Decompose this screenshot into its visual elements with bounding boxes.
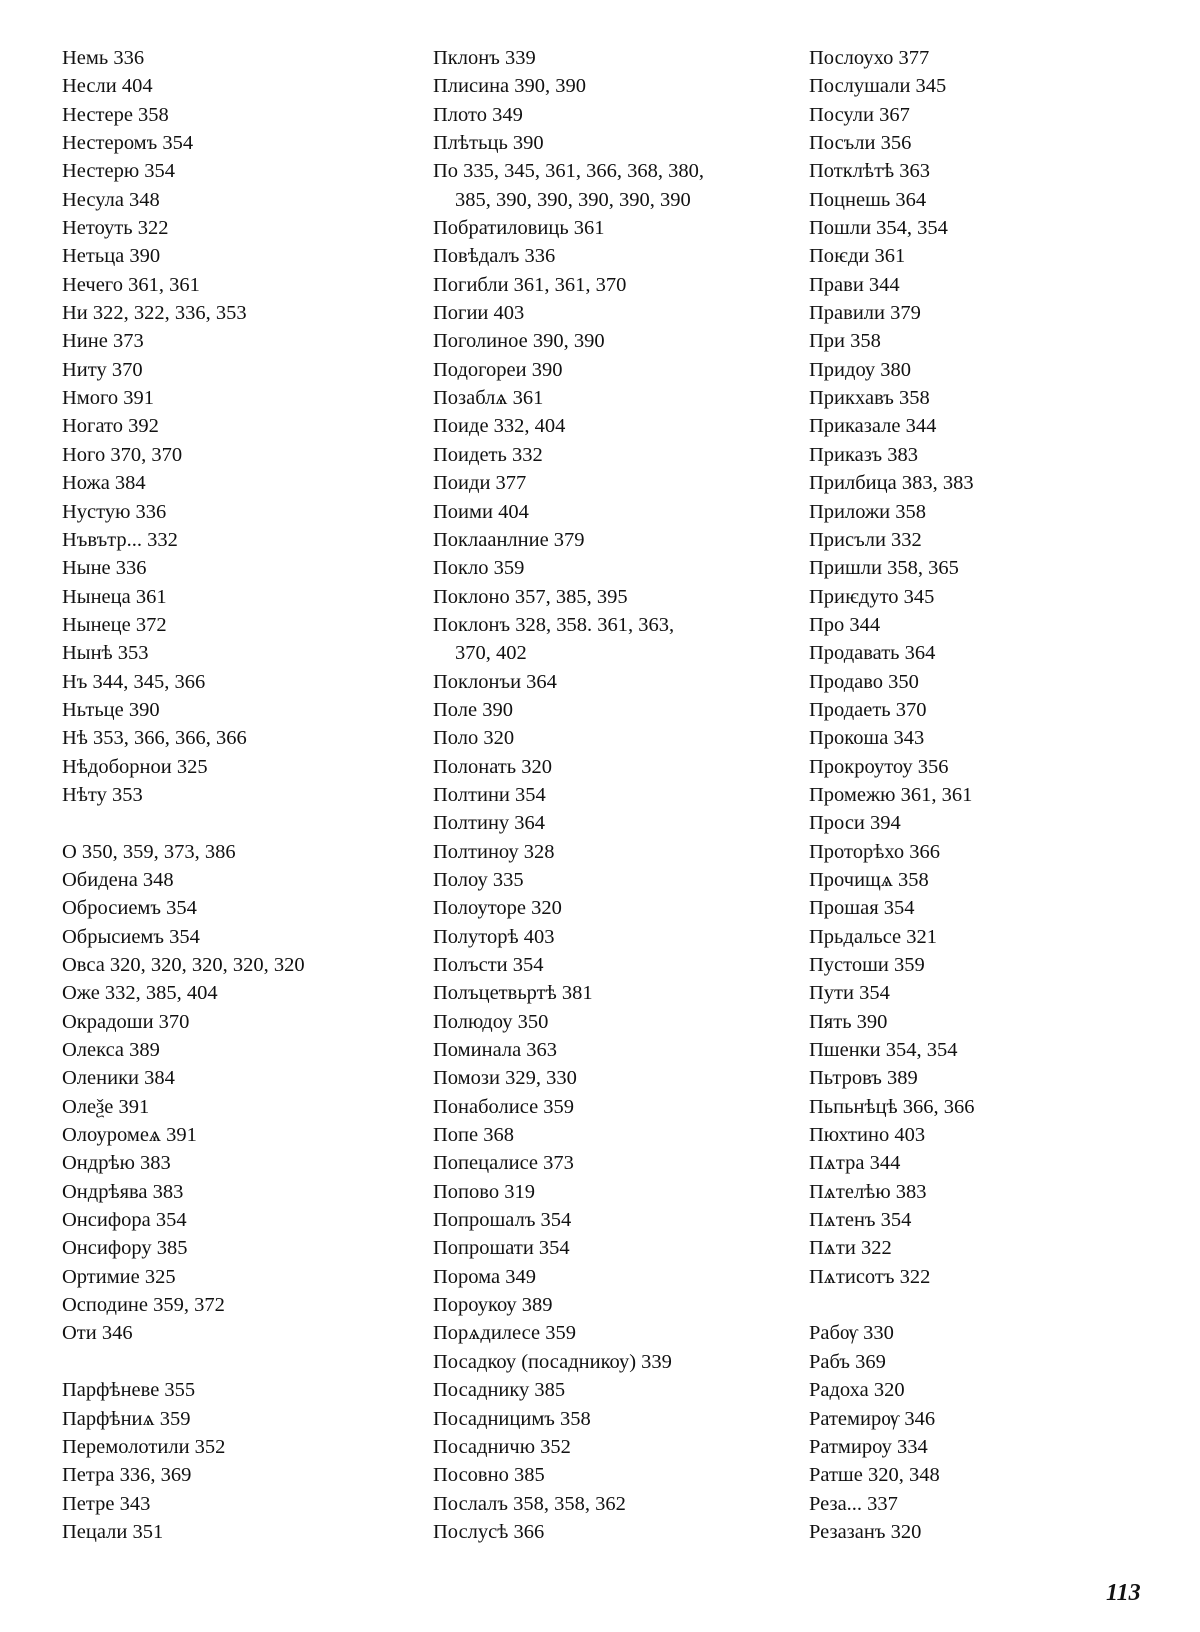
index-entry: Посули 367 bbox=[809, 103, 910, 126]
index-entry: Поло 320 bbox=[433, 727, 515, 750]
index-entry: Покло 359 bbox=[433, 557, 525, 580]
index-entry: Нынеца 361 bbox=[62, 585, 167, 608]
index-entry: Про 344 bbox=[809, 613, 881, 636]
index-entry: Прикхавъ 358 bbox=[809, 387, 930, 410]
index-entry: Пороукоу 389 bbox=[433, 1294, 553, 1317]
index-entry: Поклоно 357, 385, 395 bbox=[433, 585, 628, 608]
index-entry: Нѣ 353, 366, 366, 366 bbox=[62, 727, 247, 750]
index-entry: Посъли 356 bbox=[809, 132, 912, 155]
index-entry: Плѣтьць 390 bbox=[433, 132, 544, 155]
index-entry: Прави 344 bbox=[809, 273, 900, 296]
index-entry: Немь 336 bbox=[62, 47, 145, 69]
index-entry: Ни 322, 322, 336, 353 bbox=[62, 302, 247, 325]
index-entry: Пустоши 359 bbox=[809, 954, 925, 976]
index-entry: Ратше 320, 348 bbox=[809, 1464, 940, 1487]
index-column-2 bbox=[433, 44, 704, 1546]
index-column-1 bbox=[62, 44, 305, 1546]
index-entry: Нъ 344, 345, 366 bbox=[62, 670, 206, 693]
index-entry: По 335, 345, 361, 366, 368, 380, bbox=[433, 160, 705, 183]
index-entry: Резазанъ 320 bbox=[809, 1520, 922, 1543]
index-entry: Поиди 377 bbox=[433, 472, 527, 495]
index-entry: Несли 404 bbox=[62, 75, 153, 98]
index-entry: Поцнешь 364 bbox=[809, 188, 927, 211]
index-entry: Понаболисе 359 bbox=[433, 1095, 575, 1118]
index-entry: Погии 403 bbox=[433, 302, 525, 325]
index-entry: Прочищѧ 358 bbox=[809, 868, 929, 891]
index-entry: Пецали 351 bbox=[62, 1520, 164, 1543]
index-entry: Повѣдалъ 336 bbox=[433, 245, 556, 268]
index-entry: Поклаанлние 379 bbox=[433, 528, 585, 551]
index-entry: Петре 343 bbox=[62, 1492, 151, 1515]
index-section-gap bbox=[62, 1348, 305, 1376]
index-section-gap bbox=[809, 1291, 975, 1319]
index-entry: Нестеромъ 354 bbox=[62, 132, 194, 155]
index-entry: Подогореи 390 bbox=[433, 358, 563, 381]
index-entry: Посадницимъ 358 bbox=[433, 1407, 591, 1430]
index-entry: Поими 404 bbox=[433, 500, 529, 523]
index-section-gap bbox=[62, 809, 305, 837]
index-entry: Послоухо 377 bbox=[809, 47, 930, 69]
index-entry: Ногато 392 bbox=[62, 415, 159, 438]
index-entry: Полъсти 354 bbox=[433, 954, 544, 976]
index-entry: Пѧтисотъ 322 bbox=[809, 1265, 931, 1288]
index-entry: Ньтьце 390 bbox=[62, 698, 160, 721]
index-entry: Проси 394 bbox=[809, 812, 901, 835]
index-entry: Парфѣневе 355 bbox=[62, 1379, 196, 1402]
index-entry: Погибли 361, 361, 370 bbox=[433, 273, 627, 296]
index-entry: Нетоуть 322 bbox=[62, 217, 169, 240]
index-entry: Проторѣхо 366 bbox=[809, 840, 940, 863]
index-entry: Полъцетвьртѣ 381 bbox=[433, 982, 593, 1005]
index-entry: Осподине 359, 372 bbox=[62, 1294, 225, 1317]
index-entry: Пѧтра 344 bbox=[809, 1152, 901, 1175]
index-entry: Поиде 332, 404 bbox=[433, 415, 566, 438]
index-entry: Прошая 354 bbox=[809, 897, 915, 920]
index-entry: Пѧтелѣю 383 bbox=[809, 1180, 927, 1203]
index-entry: Поминала 363 bbox=[433, 1039, 558, 1062]
index-entry: Поидеть 332 bbox=[433, 443, 543, 466]
index-entry: Пять 390 bbox=[809, 1010, 888, 1033]
index-entry: Ного 370, 370 bbox=[62, 443, 183, 466]
index-entry: Посадничю 352 bbox=[433, 1435, 571, 1458]
index-entry: Полтину 364 bbox=[433, 812, 546, 835]
index-entry: Порома 349 bbox=[433, 1265, 536, 1288]
index-entry: Попрошати 354 bbox=[433, 1237, 570, 1260]
index-entry: Ондрѣява 383 bbox=[62, 1180, 184, 1203]
page-number: 113 bbox=[1106, 1580, 1141, 1606]
index-column-3 bbox=[809, 44, 975, 1546]
index-entry: Реза... 337 bbox=[809, 1492, 898, 1515]
index-entry: Овса 320, 320, 320, 320, 320 bbox=[62, 954, 305, 976]
index-entry: Оже 332, 385, 404 bbox=[62, 982, 218, 1005]
index-entry: Порѧдилесе 359 bbox=[433, 1322, 576, 1345]
index-entry: Ножа 384 bbox=[62, 472, 146, 495]
index-entry: Ниту 370 bbox=[62, 358, 143, 381]
index-entry: Посаднику 385 bbox=[433, 1379, 566, 1402]
index-entry: Полоуторе 320 bbox=[433, 897, 562, 920]
index-entry: Парфѣниѧ 359 bbox=[62, 1407, 191, 1430]
index-entry: Послушали 345 bbox=[809, 75, 947, 98]
index-entry: Нустую 336 bbox=[62, 500, 167, 523]
index-entry: Обросиемъ 354 bbox=[62, 897, 197, 920]
index-entry: Полтини 354 bbox=[433, 783, 546, 806]
index-entry: Онсифора 354 bbox=[62, 1209, 187, 1232]
index-entry: Пришли 358, 365 bbox=[809, 557, 959, 580]
index-entry: Посовно 385 bbox=[433, 1464, 545, 1487]
index-entry: Присъли 332 bbox=[809, 528, 922, 551]
index-entry: Правили 379 bbox=[809, 302, 921, 325]
index-entry: Ныне 336 bbox=[62, 557, 147, 580]
index-entry: Плото 349 bbox=[433, 103, 523, 126]
index-entry: Прокроутоу 356 bbox=[809, 755, 949, 778]
index-entry: Придоу 380 bbox=[809, 358, 912, 381]
index-entry: Попе 368 bbox=[433, 1124, 514, 1147]
index-entry: Ортимие 325 bbox=[62, 1265, 176, 1288]
index-entry: Несула 348 bbox=[62, 188, 160, 211]
index-entry: Нынѣ 353 bbox=[62, 642, 149, 665]
index-entry: Нетьца 390 bbox=[62, 245, 161, 268]
index-entry: Поѥди 361 bbox=[809, 245, 906, 268]
index-entry: 385, 390, 390, 390, 390, 390 bbox=[455, 188, 691, 211]
index-entry: Обидена 348 bbox=[62, 868, 174, 891]
index-entry: Прьдальсе 321 bbox=[809, 925, 938, 948]
index-entry: Ратемирѹ 346 bbox=[809, 1407, 936, 1430]
index-entry: Оленики 384 bbox=[62, 1067, 175, 1090]
index-entry: Полтиноу 328 bbox=[433, 840, 555, 863]
index-entry: Ондрѣю 383 bbox=[62, 1152, 171, 1175]
index-entry: Пьтровъ 389 bbox=[809, 1067, 918, 1090]
index-entry: Поклонъ 328, 358. 361, 363, bbox=[433, 613, 675, 636]
index-entry: Нестере 358 bbox=[62, 103, 169, 126]
index-entry: Рабъ 369 bbox=[809, 1350, 886, 1373]
index-entry: 370, 402 bbox=[455, 642, 527, 665]
index-entry: Радоха 320 bbox=[809, 1379, 905, 1402]
index-entry: Перемолотили 352 bbox=[62, 1435, 226, 1458]
index-entry: Пѧтенъ 354 bbox=[809, 1209, 912, 1232]
index-entry: Посадкоу (посадникоу) 339 bbox=[433, 1350, 672, 1373]
index-entry: Нынеце 372 bbox=[62, 613, 167, 636]
index-entry: Нине 373 bbox=[62, 330, 144, 353]
index-entry: Онсифору 385 bbox=[62, 1237, 188, 1260]
index-entry: Пошли 354, 354 bbox=[809, 217, 948, 240]
index-entry: Пшенки 354, 354 bbox=[809, 1039, 958, 1062]
index-entry: Нъвътр... 332 bbox=[62, 528, 178, 551]
index-entry: Прилбица 383, 383 bbox=[809, 472, 974, 495]
index-entry: О 350, 359, 373, 386 bbox=[62, 840, 236, 863]
index-entry: Прокоша 343 bbox=[809, 727, 925, 750]
index-entry: Олоуромеѧ 391 bbox=[62, 1124, 197, 1147]
index-entry: Пѧти 322 bbox=[809, 1237, 892, 1260]
index-entry: Позаблѧ 361 bbox=[433, 387, 544, 410]
index-entry: Пюхтино 403 bbox=[809, 1124, 926, 1147]
index-entry: Побратиловиць 361 bbox=[433, 217, 605, 240]
index-entry: Полюдоу 350 bbox=[433, 1010, 549, 1033]
index-entry: Приложи 358 bbox=[809, 500, 927, 523]
index-entry: Продаеть 370 bbox=[809, 698, 927, 721]
index-entry: Поклонъи 364 bbox=[433, 670, 557, 693]
index-entry: Приѥдуто 345 bbox=[809, 585, 935, 608]
index-entry: Полуторѣ 403 bbox=[433, 925, 555, 948]
index-entry: Приказъ 383 bbox=[809, 443, 918, 466]
index-entry: Попецалисе 373 bbox=[433, 1152, 574, 1175]
index-entry: Попово 319 bbox=[433, 1180, 535, 1203]
index-entry: Продавать 364 bbox=[809, 642, 936, 665]
index-entry: Поголиное 390, 390 bbox=[433, 330, 605, 353]
index-entry: Рабѹ 330 bbox=[809, 1322, 894, 1345]
index-entry: Окрадоши 370 bbox=[62, 1010, 190, 1033]
index-entry: Поле 390 bbox=[433, 698, 513, 721]
index-entry: Обрысиемъ 354 bbox=[62, 925, 200, 948]
index-entry: Послусѣ 366 bbox=[433, 1520, 545, 1543]
index-entry: Нечего 361, 361 bbox=[62, 273, 200, 296]
index-entry: Олеѯе 391 bbox=[62, 1095, 150, 1118]
index-entry: Ратмироу 334 bbox=[809, 1435, 928, 1458]
index-entry: Оти 346 bbox=[62, 1322, 133, 1345]
index-entry: Олекса 389 bbox=[62, 1039, 160, 1062]
index-entry: Петра 336, 369 bbox=[62, 1464, 192, 1487]
index-entry: Потклѣтѣ 363 bbox=[809, 160, 931, 183]
index-entry: Промежю 361, 361 bbox=[809, 783, 973, 806]
index-entry: Попрошалъ 354 bbox=[433, 1209, 572, 1232]
index-entry: Пьпьнѣцѣ 366, 366 bbox=[809, 1095, 975, 1118]
index-entry: Приказале 344 bbox=[809, 415, 937, 438]
index-entry: Полоу 335 bbox=[433, 868, 524, 891]
index-entry: Плисина 390, 390 bbox=[433, 75, 587, 98]
index-entry: Пклонъ 339 bbox=[433, 47, 536, 69]
index-entry: Полонать 320 bbox=[433, 755, 552, 778]
index-entry: Нестерю 354 bbox=[62, 160, 176, 183]
index-entry: При 358 bbox=[809, 330, 881, 353]
index-entry: Пути 354 bbox=[809, 982, 890, 1005]
index-entry: Нѣту 353 bbox=[62, 783, 143, 806]
index-entry: Нѣдоборнои 325 bbox=[62, 755, 208, 778]
index-entry: Продаво 350 bbox=[809, 670, 919, 693]
index-entry: Послалъ 358, 358, 362 bbox=[433, 1492, 626, 1515]
index-entry: Помози 329, 330 bbox=[433, 1067, 577, 1090]
index-entry: Нмого 391 bbox=[62, 387, 155, 410]
